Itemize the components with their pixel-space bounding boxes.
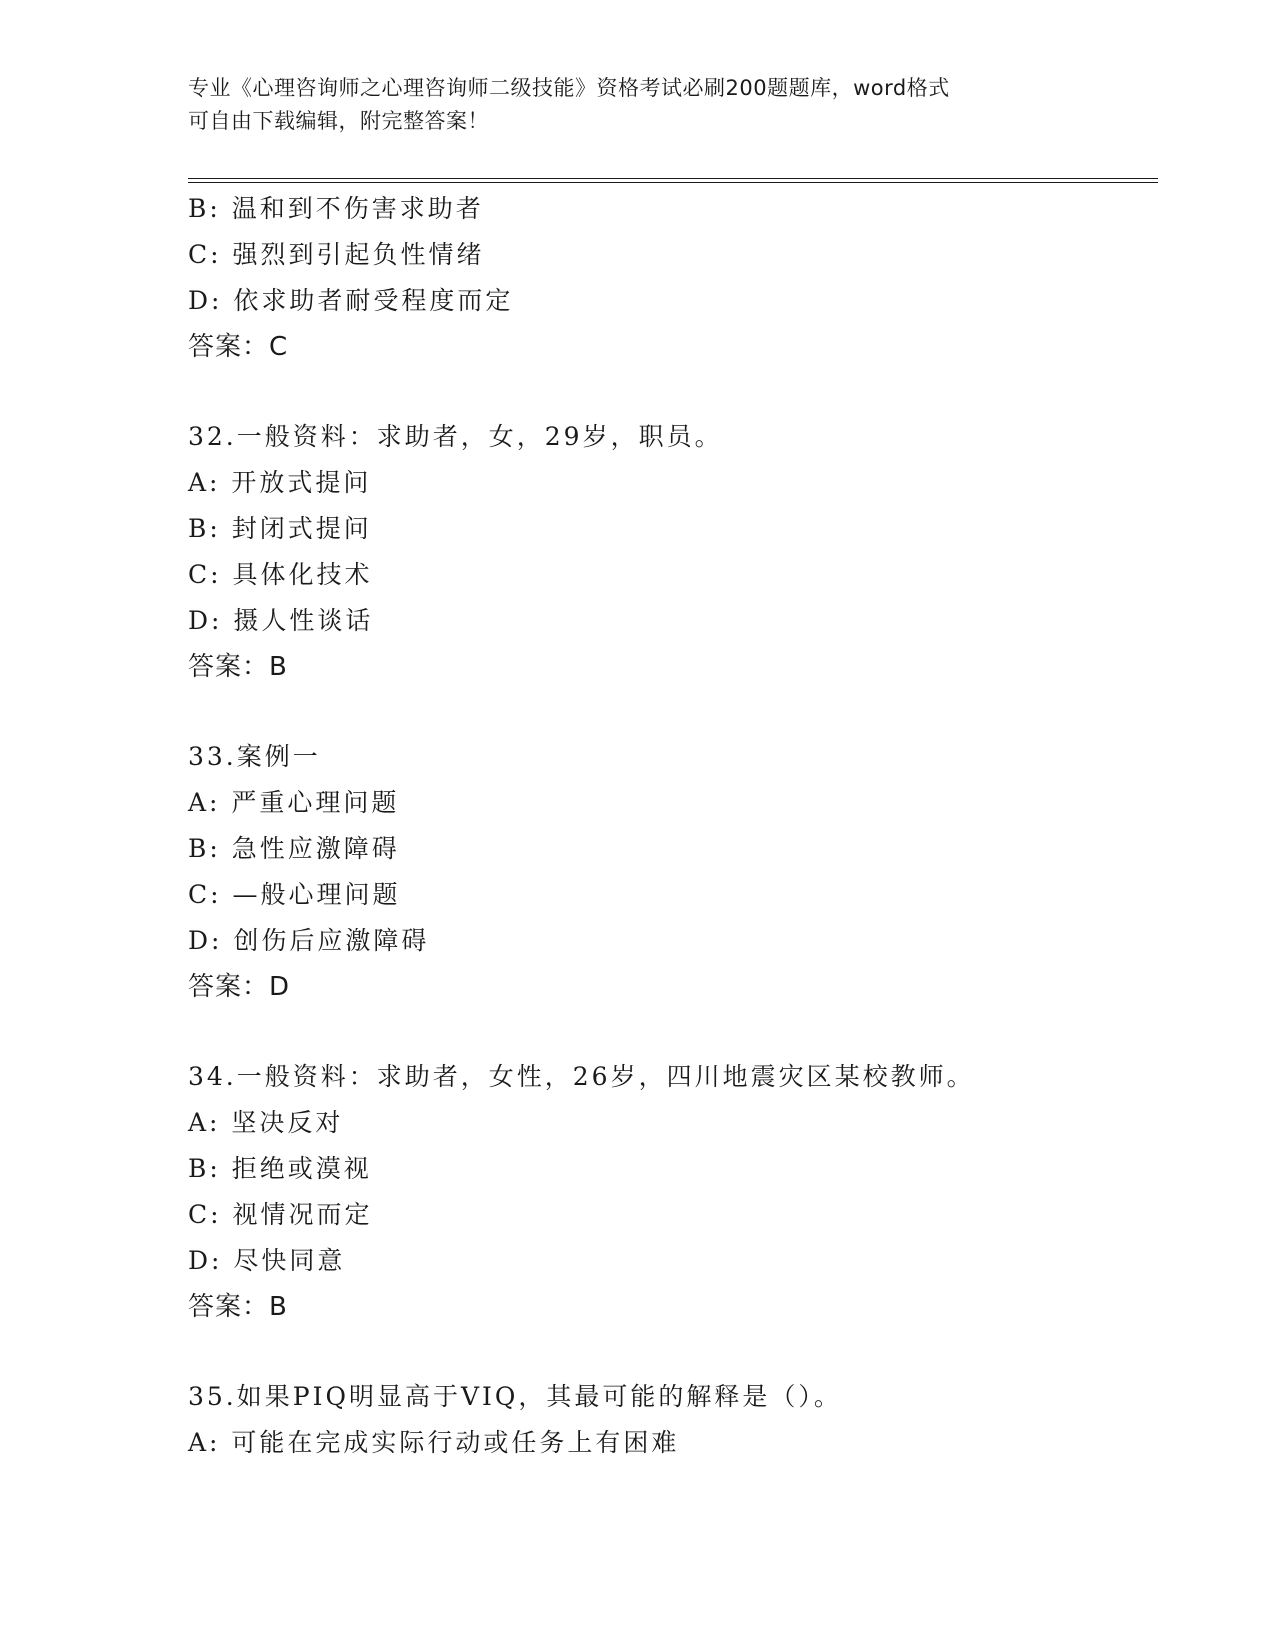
block-spacer: [188, 370, 1158, 414]
answer-line: 答案：B: [188, 652, 288, 682]
option-c: C: 视情况而定: [188, 1200, 373, 1229]
document-header: [188, 72, 1088, 138]
question-block: [188, 186, 1158, 370]
option-b: B: 温和到不伤害求助者: [188, 194, 484, 223]
answer-line: 答案：C: [188, 332, 289, 362]
option-c: C: 强烈到引起负性情绪: [188, 240, 485, 269]
answer-line: 答案：B: [188, 1292, 288, 1322]
question-block: [188, 1374, 1158, 1466]
block-spacer: [188, 1330, 1158, 1374]
question-block: [188, 734, 1158, 1010]
option-a: A: 严重心理问题: [188, 788, 400, 817]
question-block: [188, 1054, 1158, 1330]
header-title-line: 专业《心理咨询师之心理咨询师二级技能》资格考试必刷200题题库，word格式: [188, 76, 950, 100]
block-spacer: [188, 1010, 1158, 1054]
question-stem: 32.一般资料：求助者，女，29岁，职员。: [188, 422, 723, 451]
option-b: B: 急性应激障碍: [188, 834, 400, 863]
answer-line: 答案：D: [188, 972, 291, 1002]
question-stem: 35.如果PIQ明显高于VIQ，其最可能的解释是（）。: [188, 1382, 842, 1411]
option-a: A: 可能在完成实际行动或任务上有困难: [188, 1428, 680, 1457]
option-d: D: 创伤后应激障碍: [188, 926, 430, 955]
option-c: C: —般心理问题: [188, 880, 401, 909]
question-block: [188, 414, 1158, 690]
option-b: B: 封闭式提问: [188, 514, 372, 543]
option-c: C: 具体化技术: [188, 560, 373, 589]
option-a: A: 开放式提问: [188, 468, 372, 497]
option-b: B: 拒绝或漠视: [188, 1154, 372, 1183]
question-stem: 33.案例一: [188, 742, 321, 771]
header-divider: [188, 178, 1158, 183]
header-subtitle-line: 可自由下载编辑，附完整答案！: [188, 109, 489, 133]
question-list: [188, 186, 1158, 1466]
block-spacer: [188, 690, 1158, 734]
option-d: D: 摄人性谈话: [188, 606, 374, 635]
option-a: A: 坚决反对: [188, 1108, 344, 1137]
question-stem: 34.一般资料：求助者，女性，26岁，四川地震灾区某校教师。: [188, 1062, 975, 1091]
option-d: D: 尽快同意: [188, 1246, 346, 1275]
option-d: D: 依求助者耐受程度而定: [188, 286, 514, 315]
